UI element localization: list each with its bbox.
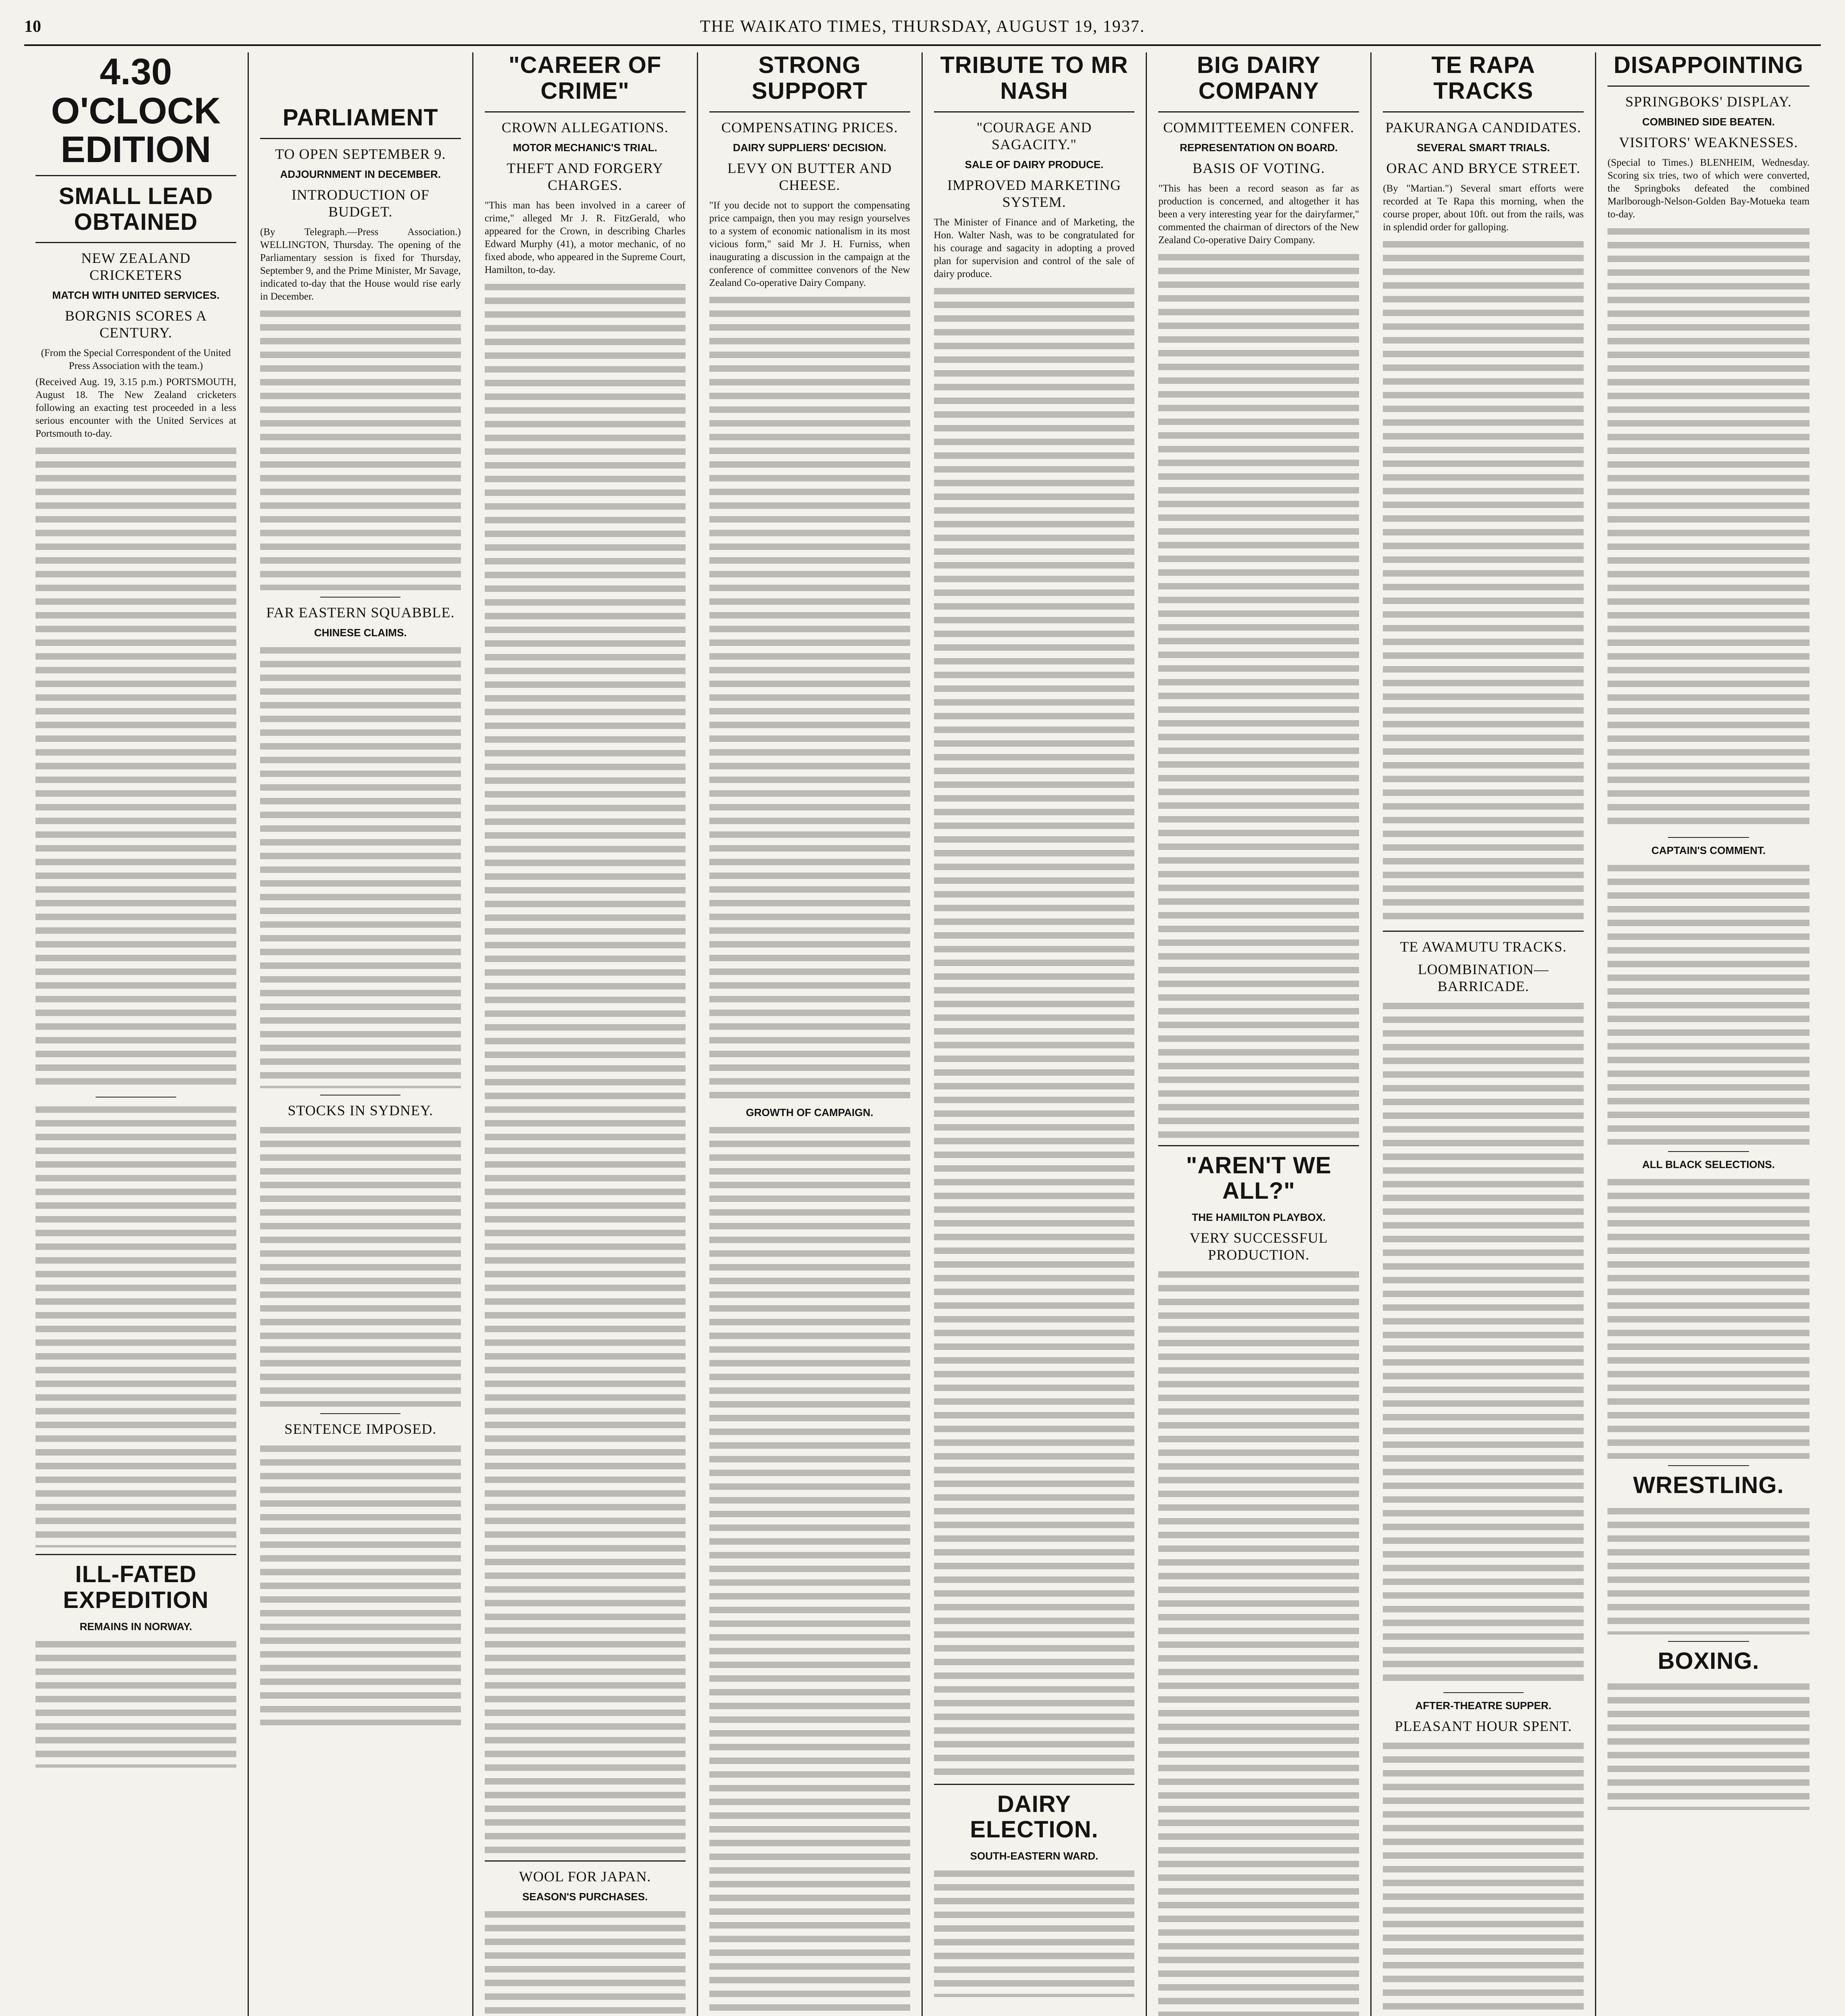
divider (1607, 85, 1810, 87)
column-nash (923, 52, 1147, 2016)
article-kicker: REPRESENTATION ON BOARD. (1180, 141, 1338, 154)
body-text-block (485, 1909, 686, 2016)
article-headline: FAR EASTERN SQUABBLE. (266, 604, 455, 621)
article-kicker: THEFT AND FORGERY CHARGES. (507, 160, 663, 193)
column-racing (1372, 52, 1596, 2016)
article-kicker: PLEASANT HOUR SPENT. (1395, 1718, 1572, 1734)
article-kicker: LOOMBINATION—BARRICADE. (1418, 961, 1549, 994)
body-text-block (1607, 862, 1810, 1145)
article-headline: DISAPPOINTING (1614, 52, 1803, 78)
article-columns (24, 52, 1821, 2016)
column-rugby (1596, 52, 1821, 2016)
body-text-block (709, 1125, 910, 2016)
article-headline: AFTER-THEATRE SUPPER. (1415, 1699, 1551, 1712)
column-dairy-company (1147, 52, 1372, 2016)
article-kicker: REMAINS IN NORWAY. (79, 1620, 192, 1633)
article-kicker: CHINESE CLAIMS. (314, 626, 407, 639)
divider (1668, 837, 1749, 838)
divider (1158, 1145, 1359, 1146)
divider (934, 111, 1135, 112)
page-number: 10 (24, 17, 41, 36)
article-body: "If you decide not to support the compensating price campaign, then you may resign yourselves to a system of economic nationalism in its most vicious form," said Mr J. H. Furniss, when inaugurating a discussion in the campaign at the conference of committee convenors of the New Zealand Co-operative Dairy Company. (709, 200, 910, 288)
divider (320, 1413, 400, 1414)
article-subheadline: PAKURANGA CANDIDATES. (1385, 119, 1582, 135)
article-kicker: ADJOURNMENT IN DECEMBER. (280, 168, 441, 180)
article-headline: DAIRY ELECTION. (970, 1791, 1099, 1843)
article-subheadline: NEW ZEALAND CRICKETERS (81, 250, 191, 283)
article-kicker: THE HAMILTON PLAYBOX. (1192, 1211, 1326, 1224)
article-subheadline: "COURAGE AND SAGACITY." (976, 119, 1092, 152)
article-credit: (From the Special Correspondent of the United Press Association with the team.) (41, 348, 231, 372)
body-text-block (260, 645, 461, 1088)
article-headline: TE RAPA TRACKS (1431, 52, 1535, 104)
column-crime (473, 52, 698, 2016)
article-headline: "CAREER OF CRIME" (509, 52, 662, 104)
body-text-block (1607, 1177, 1810, 1459)
edition-banner: 4.30 O'CLOCK EDITION (35, 52, 236, 176)
body-text-block (1158, 1269, 1359, 2016)
body-text-block (1607, 1506, 1810, 1635)
divider (1158, 111, 1359, 112)
divider (1443, 1692, 1524, 1693)
body-text-block (35, 1639, 236, 1768)
masthead (24, 8, 1821, 46)
divider (1383, 931, 1584, 932)
divider (934, 1784, 1135, 1785)
divider (260, 138, 461, 139)
article-kicker: DAIRY SUPPLIERS' DECISION. (733, 141, 886, 154)
divider (1668, 1641, 1749, 1642)
article-headline: "AREN'T WE ALL?" (1186, 1152, 1332, 1204)
article-body: "This man has been involved in a career of crime," alleged Mr J. R. FitzGerald, who appeared for the Crown, in describing Charles Edward Murphy (41), a motor mechanic, of no fixed abode, who appeared in the Supreme Court, Hamilton, to-day. (484, 200, 686, 275)
article-headline: TE AWAMUTU TRACKS. (1400, 938, 1567, 955)
article-headline: TRIBUTE TO MR NASH (940, 52, 1128, 104)
divider (96, 1097, 176, 1098)
article-body: "This has been a record season as far as production is concerned, and altogether it has been a very interesting year for the dairyfarmer," commented the chairman of directors of the New Zealand Co-operative Dairy Company. (1158, 183, 1359, 246)
divider (35, 1554, 236, 1555)
article-headline: PARLIAMENT (282, 104, 438, 131)
article-kicker: COMBINED SIDE BEATEN. (1642, 115, 1775, 128)
article-kicker: SOUTH-EASTERN WARD. (970, 1850, 1099, 1862)
article-subheadline: SPRINGBOKS' DISPLAY. (1625, 93, 1792, 110)
body-text-block (35, 445, 236, 1090)
body-text-block (1607, 226, 1810, 831)
column-parliament (249, 52, 473, 2016)
body-text-block (709, 294, 910, 1101)
article-body: (By Telegraph.—Press Association.) WELLINGTON, Thursday. The opening of the Parliamentary session is fixed for Thursday, September 9, and the Prime Minister, Mr Savage, indicated to-day that the House would rise early in December. (260, 226, 461, 302)
article-kicker: ORAC AND BRYCE STREET. (1386, 160, 1580, 176)
article-kicker: SEASON'S PURCHASES. (522, 1890, 648, 1903)
article-kicker: VISITORS' WEAKNESSES. (1619, 134, 1798, 150)
article-body: (Received Aug. 19, 3.15 p.m.) PORTSMOUTH, August 18. The New Zealand cricketers following an exacting test proceeded in a less serious encounter with the United Services at Portsmouth to-day. (35, 377, 236, 439)
article-subheadline: COMMITTEEMEN CONFER. (1163, 119, 1355, 135)
scoreboard-block (35, 1104, 236, 1547)
article-kicker: BASIS OF VOTING. (1192, 160, 1325, 176)
article-kicker: SEVERAL SMART TRIALS. (1417, 141, 1550, 154)
body-text-block (934, 1868, 1135, 1997)
body-text-block (260, 1125, 461, 1407)
body-text-block (1383, 239, 1584, 924)
divider (1668, 1465, 1749, 1466)
article-body: (By "Martian.") Several smart efforts were recorded at Te Rapa this morning, when the course proper, about 10ft. out from the rails, was in splendid order for galloping. (1383, 183, 1584, 233)
body-text-block (1158, 252, 1359, 1139)
article-headline: ILL-FATED EXPEDITION (63, 1561, 209, 1614)
column-cricket (24, 52, 249, 2016)
body-text-block (260, 1443, 461, 1725)
column-compensating-prices (698, 52, 923, 2016)
section-subhead: GROWTH OF CAMPAIGN. (746, 1106, 874, 1118)
body-text-block (1383, 1000, 1584, 1686)
body-text-block (1607, 1681, 1810, 1810)
article-body: The Minister of Finance and of Marketing, the Hon. Walter Nash, was to be congratulated for his courage and sagacity in adopting a proved plan for supervision and control of the sale of dairy produce. (934, 217, 1135, 279)
article-subheadline: CROWN ALLEGATIONS. (501, 119, 669, 135)
article-headline: STOCKS IN SYDNEY. (288, 1102, 434, 1118)
article-headline: SMALL LEAD OBTAINED (58, 183, 213, 235)
article-kicker: IMPROVED MARKETING SYSTEM. (947, 177, 1121, 210)
article-kicker: VERY SUCCESSFUL PRODUCTION. (1189, 1230, 1328, 1263)
article-headline: WOOL FOR JAPAN. (519, 1868, 651, 1885)
article-subheadline: TO OPEN SEPTEMBER 9. (275, 146, 446, 162)
body-text-block (485, 281, 686, 1854)
article-headline: BIG DAIRY COMPANY (1197, 52, 1321, 104)
divider (320, 597, 400, 598)
article-kicker: MATCH WITH UNITED SERVICES. (52, 289, 220, 302)
divider (1668, 1151, 1749, 1152)
article-headline: CAPTAIN'S COMMENT. (1651, 844, 1766, 856)
divider (485, 111, 686, 112)
article-headline: WRESTLING. (1633, 1472, 1784, 1498)
article-kicker: INTRODUCTION OF BUDGET. (291, 186, 429, 220)
divider (35, 242, 236, 243)
article-kicker: MOTOR MECHANIC'S TRIAL. (513, 141, 657, 154)
divider (1383, 111, 1584, 112)
article-kicker: BORGNIS SCORES A CENTURY. (65, 308, 207, 341)
article-headline: STRONG SUPPORT (751, 52, 868, 104)
article-subheadline: COMPENSATING PRICES. (721, 119, 898, 135)
article-headline: ALL BLACK SELECTIONS. (1642, 1158, 1775, 1170)
divider (709, 111, 910, 112)
article-kicker: SALE OF DAIRY PRODUCE. (965, 158, 1104, 171)
body-text-block (260, 308, 461, 590)
paper-dateline: THE WAIKATO TIMES, THURSDAY, AUGUST 19, 1937. (700, 17, 1145, 36)
divider (485, 1860, 686, 1862)
body-text-block (934, 285, 1135, 1777)
body-text-block (1383, 1740, 1584, 2016)
article-headline: SENTENCE IMPOSED. (284, 1420, 437, 1437)
article-body: (Special to Times.) BLENHEIM, Wednesday. Scoring six tries, two of which were converted, the Springboks defeated the combined Marlborough-Nelson-Golden Bay-Motueka team to-day. (1607, 157, 1810, 220)
article-headline: BOXING. (1657, 1647, 1760, 1674)
article-kicker: LEVY ON BUTTER AND CHEESE. (727, 160, 892, 193)
